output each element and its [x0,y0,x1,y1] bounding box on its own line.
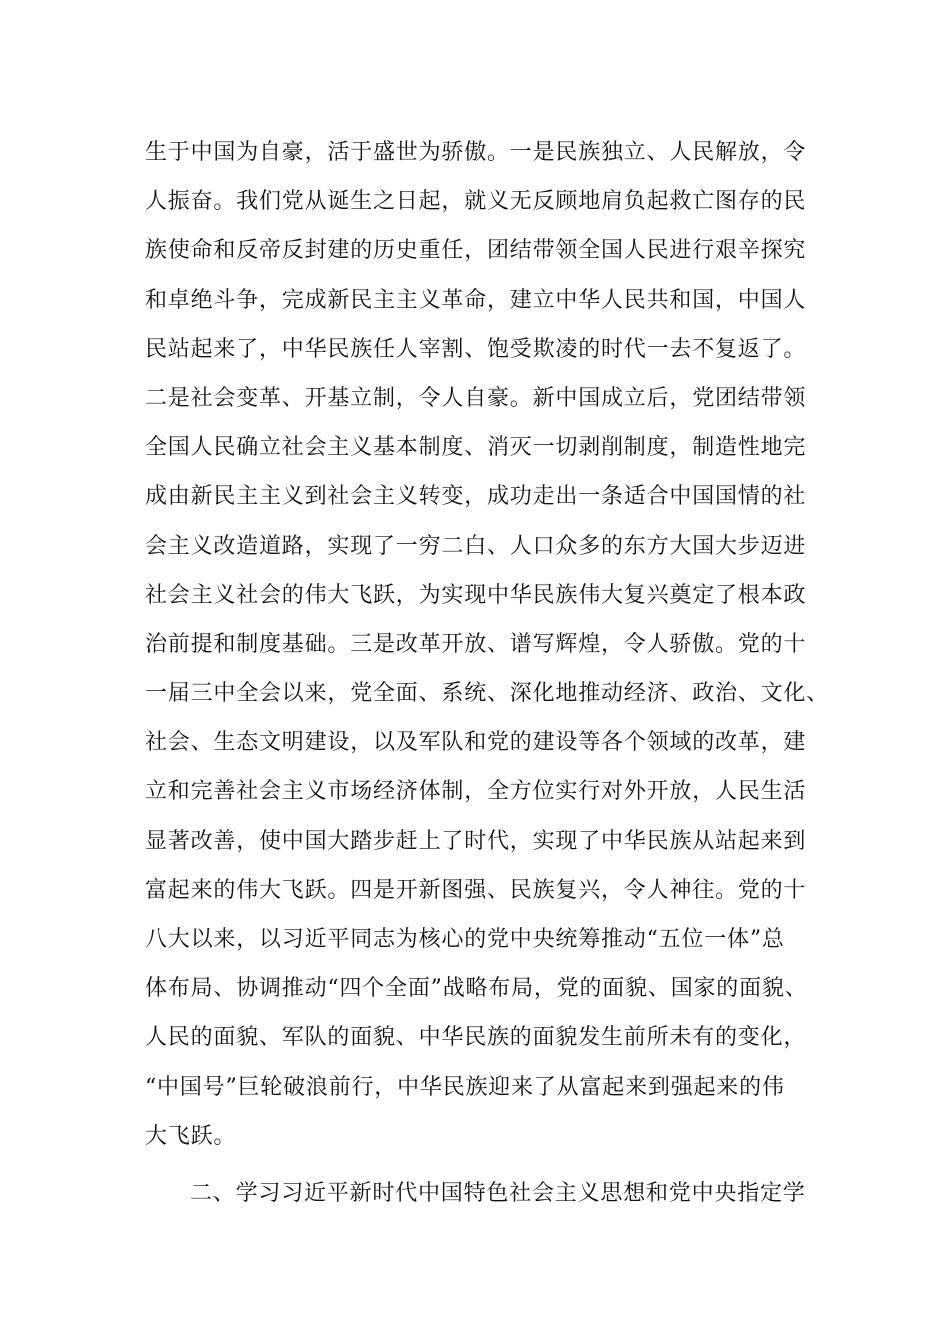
text-line: 全国人民确立社会主义基本制度、消灭一切剥削制度，制造性地完 [145,435,807,461]
body-text [145,128,835,1218]
section-heading-line: 二、学习习近平新时代中国特色社会主义思想和党中央指定学 [190,1180,806,1206]
text-line: 大飞跃。 [145,1123,237,1149]
text-line: 族使命和反帝反封建的历史重任，团结带领全国人民进行艰辛探究 [145,238,807,264]
text-line: 八大以来，以习近平同志为核心的党中央统筹推动“五位一体”总 [145,927,785,952]
text-line: 社会、生态文明建设，以及军队和党的建设等各个领域的改革，建 [145,730,807,756]
text-line: 成由新民主主义到社会主义转变，成功走出一条适合中国国情的社 [145,484,807,510]
text-line: 体布局、协调推动“四个全面”战略布局，党的面貌、国家的面貌、 [145,976,808,1002]
text-line: 民站起来了，中华民族任人宰割、饱受欺凌的时代一去不复返了。 [145,336,807,362]
text-line: 二是社会变革、开基立制，令人自豪。新中国成立后，党团结带领 [145,385,807,411]
text-line: 治前提和制度基础。三是改革开放、谱写辉煌，令人骄傲。党的十 [145,631,807,657]
paragraph-1 [145,128,835,1161]
text-line: 社会主义社会的伟大飞跃，为实现中华民族伟大复兴奠定了根本政 [145,582,807,608]
text-line: 和卓绝斗争，完成新民主主义革命，建立中华人民共和国，中国人 [145,287,807,313]
paragraph-2 [145,1169,835,1218]
text-line: 显著改善，使中国大踏步赶上了时代，实现了中华民族从站起来到 [145,828,807,854]
text-line: “中国号”巨轮破浪前行，中华民族迎来了从富起来到强起来的伟 [145,1074,785,1100]
text-line: 富起来的伟大飞跃。四是开新图强、民族复兴，令人神往。党的十 [145,877,807,903]
text-line: 人民的面貌、军队的面貌、中华民族的面貌发生前所未有的变化， [145,1025,807,1051]
text-line: 人振奋。我们党从诞生之日起，就义无反顾地肩负起救亡图存的民 [145,189,807,215]
text-line: 会主义改造道路，实现了一穷二白、人口众多的东方大国大步迈进 [145,533,807,559]
text-line: 一届三中全会以来，党全面、系统、深化地推动经济、政治、文化、 [145,681,830,707]
text-line: 生于中国为自豪，活于盛世为骄傲。一是民族独立、人民解放，令 [145,140,807,165]
text-line: 立和完善社会主义市场经济体制，全方位实行对外开放，人民生活 [145,779,807,805]
